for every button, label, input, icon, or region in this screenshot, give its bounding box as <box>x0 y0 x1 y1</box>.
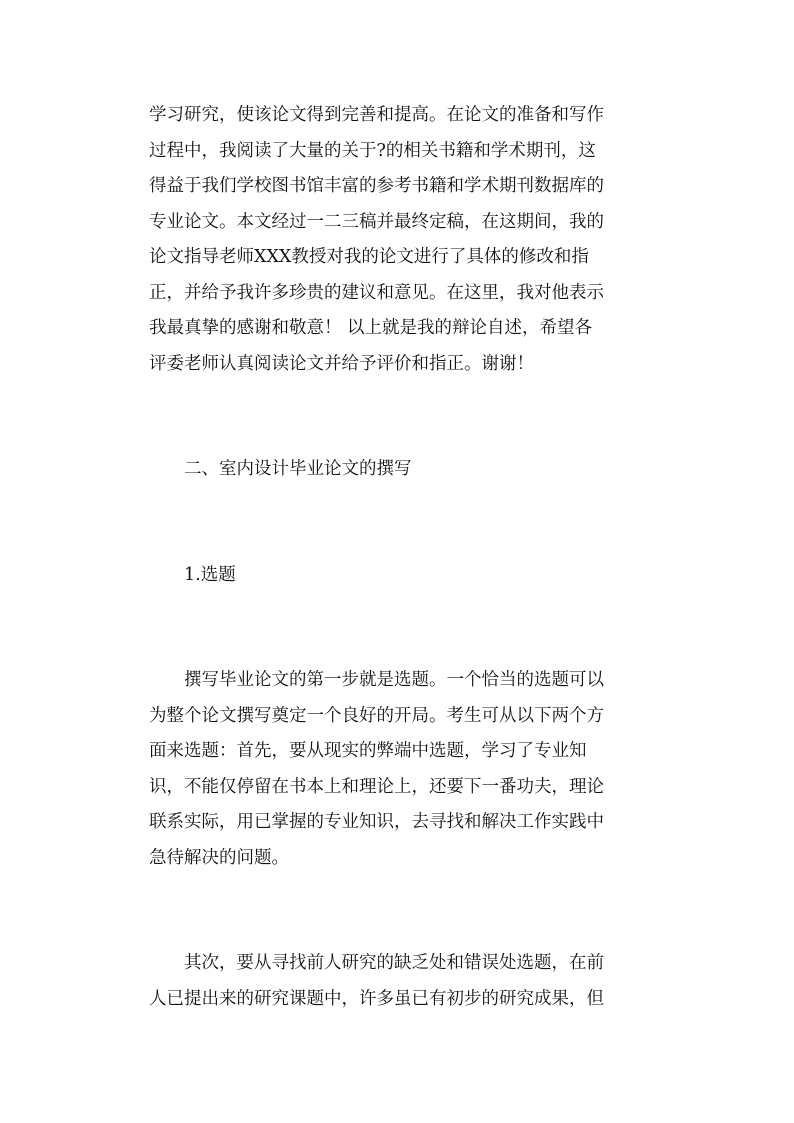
text-line: 其次，要从寻找前人研究的缺乏处和错误处选题，在前 <box>184 953 604 973</box>
text-line: 联系实际，用已掌握的专业知识，去寻找和解决工作实践中 <box>149 812 604 832</box>
spacer <box>149 876 639 946</box>
text-line: 专业论文。本文经过一二三稿并最终定稿，在这期间，我的 <box>149 211 604 232</box>
text-line: 急待解决的问题。 <box>149 847 289 868</box>
text-line: 面来选题：首先，要从现实的弊端中选题，学习了专业知 <box>149 741 587 761</box>
text-line: 为整个论文撰写奠定一个良好的开局。考生可从以下两个方 <box>149 705 604 726</box>
text-line: 我最真挚的感谢和敬意！ 以上就是我的辩论自述，希望各 <box>149 318 593 338</box>
text-line: 识，不能仅停留在书本上和理论上，还要下一番功夫，理论 <box>149 776 604 797</box>
text-line: 正，并给予我许多珍贵的建议和意见。在这里，我对他表示 <box>149 282 604 303</box>
spacer <box>149 593 639 663</box>
spacer <box>149 382 639 452</box>
subsection-heading: 1.选题 <box>184 564 236 585</box>
text-line: 人已提出来的研究课题中，许多虽已有初步的研究成果，但 <box>149 988 604 1009</box>
spacer <box>149 488 639 558</box>
paragraph-acknowledgement <box>149 98 639 382</box>
text-line: 论文指导老师XXX教授对我的论文进行了具体的修改和指 <box>149 247 589 267</box>
paragraph-topic-selection <box>149 663 639 876</box>
text-line: 撰写毕业论文的第一步就是选题。一个恰当的选题可以 <box>184 670 604 690</box>
text-line: 得益于我们学校图书馆丰富的参考书籍和学术期刊数据库的 <box>149 176 604 196</box>
text-line: 评委老师认真阅读论文并给予评价和指正。谢谢！ <box>149 353 534 374</box>
paragraph-second-approach <box>149 946 639 1017</box>
section-heading: 二、室内设计毕业论文的撰写 <box>184 459 412 479</box>
document-body <box>149 98 639 1017</box>
text-line: 学习研究，使该论文得到完善和提高。在论文的准备和写作 <box>149 105 604 125</box>
text-line: 过程中，我阅读了大量的关于?的相关书籍和学术期刊，这 <box>149 140 596 161</box>
